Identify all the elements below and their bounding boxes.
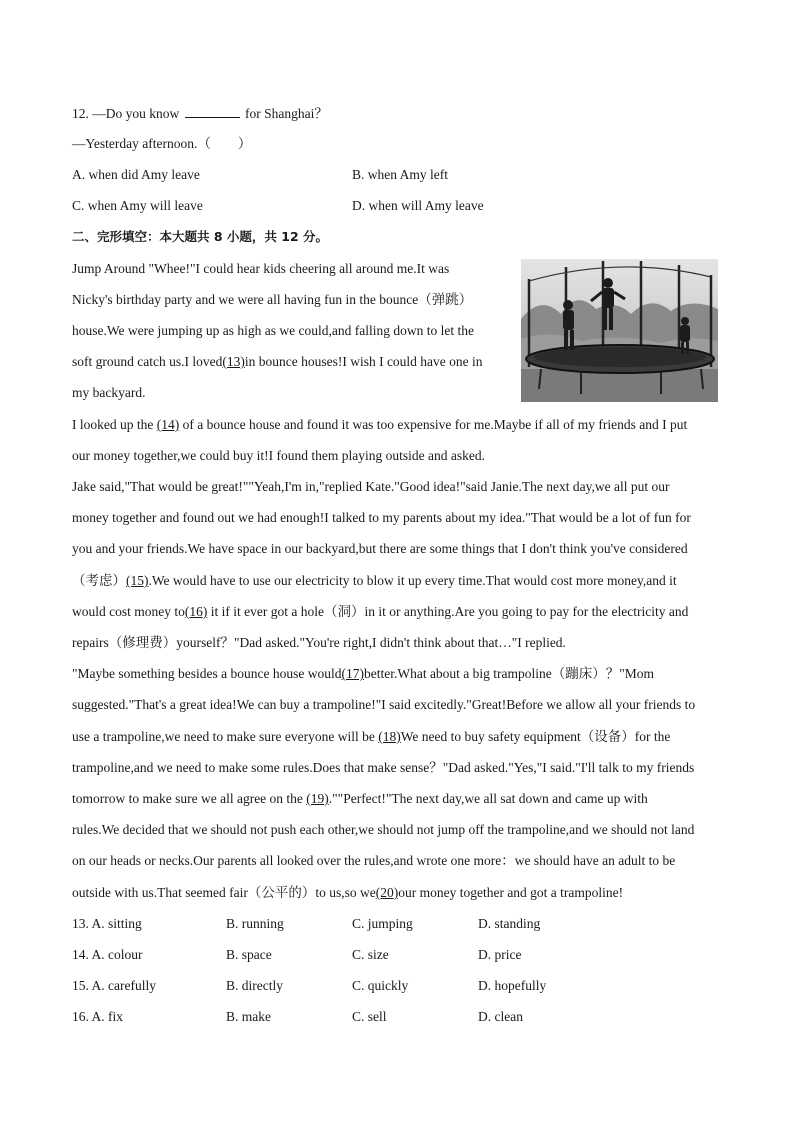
q12-option-d: D. when will Amy leave bbox=[352, 198, 484, 213]
choice-15-a: 15. A. carefully bbox=[72, 978, 156, 993]
passage-text: in bounce houses!I wish I could have one in bbox=[244, 354, 483, 369]
blank-16: (16) bbox=[184, 604, 208, 619]
passage-text: better.What about a big trampoline（蹦床）？"Mom bbox=[363, 666, 655, 681]
section-heading: 二、完形填空：本大题共 8 小题，共 12 分。 bbox=[72, 229, 329, 244]
choice-16-a: 16. A. fix bbox=[72, 1009, 124, 1024]
passage-line bbox=[72, 791, 648, 807]
passage-text: it if it ever got a hole（洞）in it or anything.Are you going to pay for the electricity and bbox=[207, 604, 689, 619]
choice-16-d: D. clean bbox=[478, 1009, 523, 1024]
choice-13-c: C. jumping bbox=[352, 916, 413, 931]
passage-line bbox=[72, 417, 687, 433]
blank-18: (18) bbox=[378, 729, 401, 744]
q12-stem-post: for Shanghai？ bbox=[245, 106, 328, 121]
trampoline-photo bbox=[521, 259, 718, 402]
blank-13: (13) bbox=[222, 354, 245, 369]
passage-text: tomorrow to make sure we all agree on the bbox=[72, 791, 307, 806]
q12-answer-line: —Yesterday afternoon.（ ） bbox=[72, 136, 252, 151]
choice-15-c: C. quickly bbox=[352, 978, 409, 993]
passage-text: .""Perfect!"The next day,we all sat down and came up with bbox=[328, 791, 648, 806]
q12-stem-pre: 12. —Do you know bbox=[72, 106, 180, 121]
passage-line: rules.We decided that we should not push each other,we should not jump off the trampoline,and we should not land bbox=[72, 822, 695, 837]
choice-13-d: D. standing bbox=[478, 916, 541, 931]
q12-option-c: C. when Amy will leave bbox=[72, 198, 203, 213]
choice-14-b: B. space bbox=[226, 947, 272, 962]
passage-line bbox=[72, 666, 654, 682]
passage-text: （考虑） bbox=[72, 573, 126, 588]
answer-blank bbox=[185, 105, 240, 118]
blank-17: (17) bbox=[341, 666, 364, 681]
choice-13-a: 13. A. sitting bbox=[72, 916, 142, 931]
passage-text: use a trampoline,we need to make sure everyone will be bbox=[72, 729, 379, 744]
passage-text: We need to buy safety equipment（设备）for the bbox=[400, 729, 671, 744]
choice-15-b: B. directly bbox=[226, 978, 283, 993]
q12-option-b: B. when Amy left bbox=[352, 167, 448, 182]
passage-line: trampoline,and we need to make some rules.Does that make sense？"Dad asked."Yes,"I said."I'll talk to my friends bbox=[72, 760, 695, 775]
choice-14-a: 14. A. colour bbox=[72, 947, 143, 962]
passage-text: outside with us.That seemed fair（公平的）to us,so we bbox=[72, 885, 376, 900]
blank-19: (19) bbox=[306, 791, 329, 806]
passage-line: house.We were jumping up as high as we could,and falling down to let the bbox=[72, 323, 474, 338]
passage-line bbox=[72, 604, 688, 620]
passage-line: you and your friends.We have space in our backyard,but there are some things that I don't think you've considered bbox=[72, 541, 688, 556]
passage-line: Nicky's birthday party and we were all having fun in the bounce（弹跳） bbox=[72, 292, 473, 307]
passage-line bbox=[72, 354, 483, 370]
passage-line bbox=[72, 573, 677, 589]
choice-14-d: D. price bbox=[478, 947, 522, 962]
passage-text: soft ground catch us.I loved bbox=[72, 354, 223, 369]
passage-text: would cost money to bbox=[72, 604, 185, 619]
choice-13-b: B. running bbox=[226, 916, 284, 931]
passage-line: Jake said,"That would be great!""Yeah,I'm in,"replied Kate."Good idea!"said Janie.The next day,we all put our bbox=[72, 479, 670, 494]
trampoline-image bbox=[521, 259, 718, 402]
blank-20: (20) bbox=[375, 885, 399, 900]
passage-line: my backyard. bbox=[72, 385, 146, 400]
choice-16-c: C. sell bbox=[352, 1009, 387, 1024]
q12-option-a: A. when did Amy leave bbox=[72, 167, 200, 182]
passage-line bbox=[72, 885, 623, 901]
passage-line bbox=[72, 729, 670, 745]
passage-text: our money together and got a trampoline! bbox=[398, 885, 624, 900]
passage-line: our money together,we could buy it!I found them playing outside and asked. bbox=[72, 448, 485, 463]
blank-15: (15) bbox=[126, 573, 149, 588]
passage-text: .We would have to use our electricity to blow it up every time.That would cost more money,and it bbox=[148, 573, 677, 588]
choice-16-b: B. make bbox=[226, 1009, 271, 1024]
passage-line: repairs（修理费）yourself？"Dad asked."You're right,I didn't think about that…"I replied. bbox=[72, 635, 566, 650]
passage-line: Jump Around "Whee!"I could hear kids cheering all around me.It was bbox=[72, 261, 450, 276]
blank-14: (14) bbox=[156, 417, 180, 432]
passage-text: "Maybe something besides a bounce house would bbox=[72, 666, 342, 681]
passage-text: of a bounce house and found it was too expensive for me.Maybe if all of my friends and I put bbox=[179, 417, 688, 432]
choice-14-c: C. size bbox=[352, 947, 389, 962]
question-12-stem bbox=[72, 105, 328, 122]
passage-line: suggested."That's a great idea!We can buy a trampoline!"I said excitedly."Great!Before we allow all your friends to bbox=[72, 697, 696, 712]
choice-15-d: D. hopefully bbox=[478, 978, 547, 993]
passage-text: I looked up the bbox=[72, 417, 157, 432]
passage-line: money together and found out we had enough!I talked to my parents about my idea."That would be a lot of fun for bbox=[72, 510, 691, 525]
passage-line: on our heads or necks.Our parents all looked over the rules,and wrote one more：we should have an adult to be bbox=[72, 853, 676, 868]
